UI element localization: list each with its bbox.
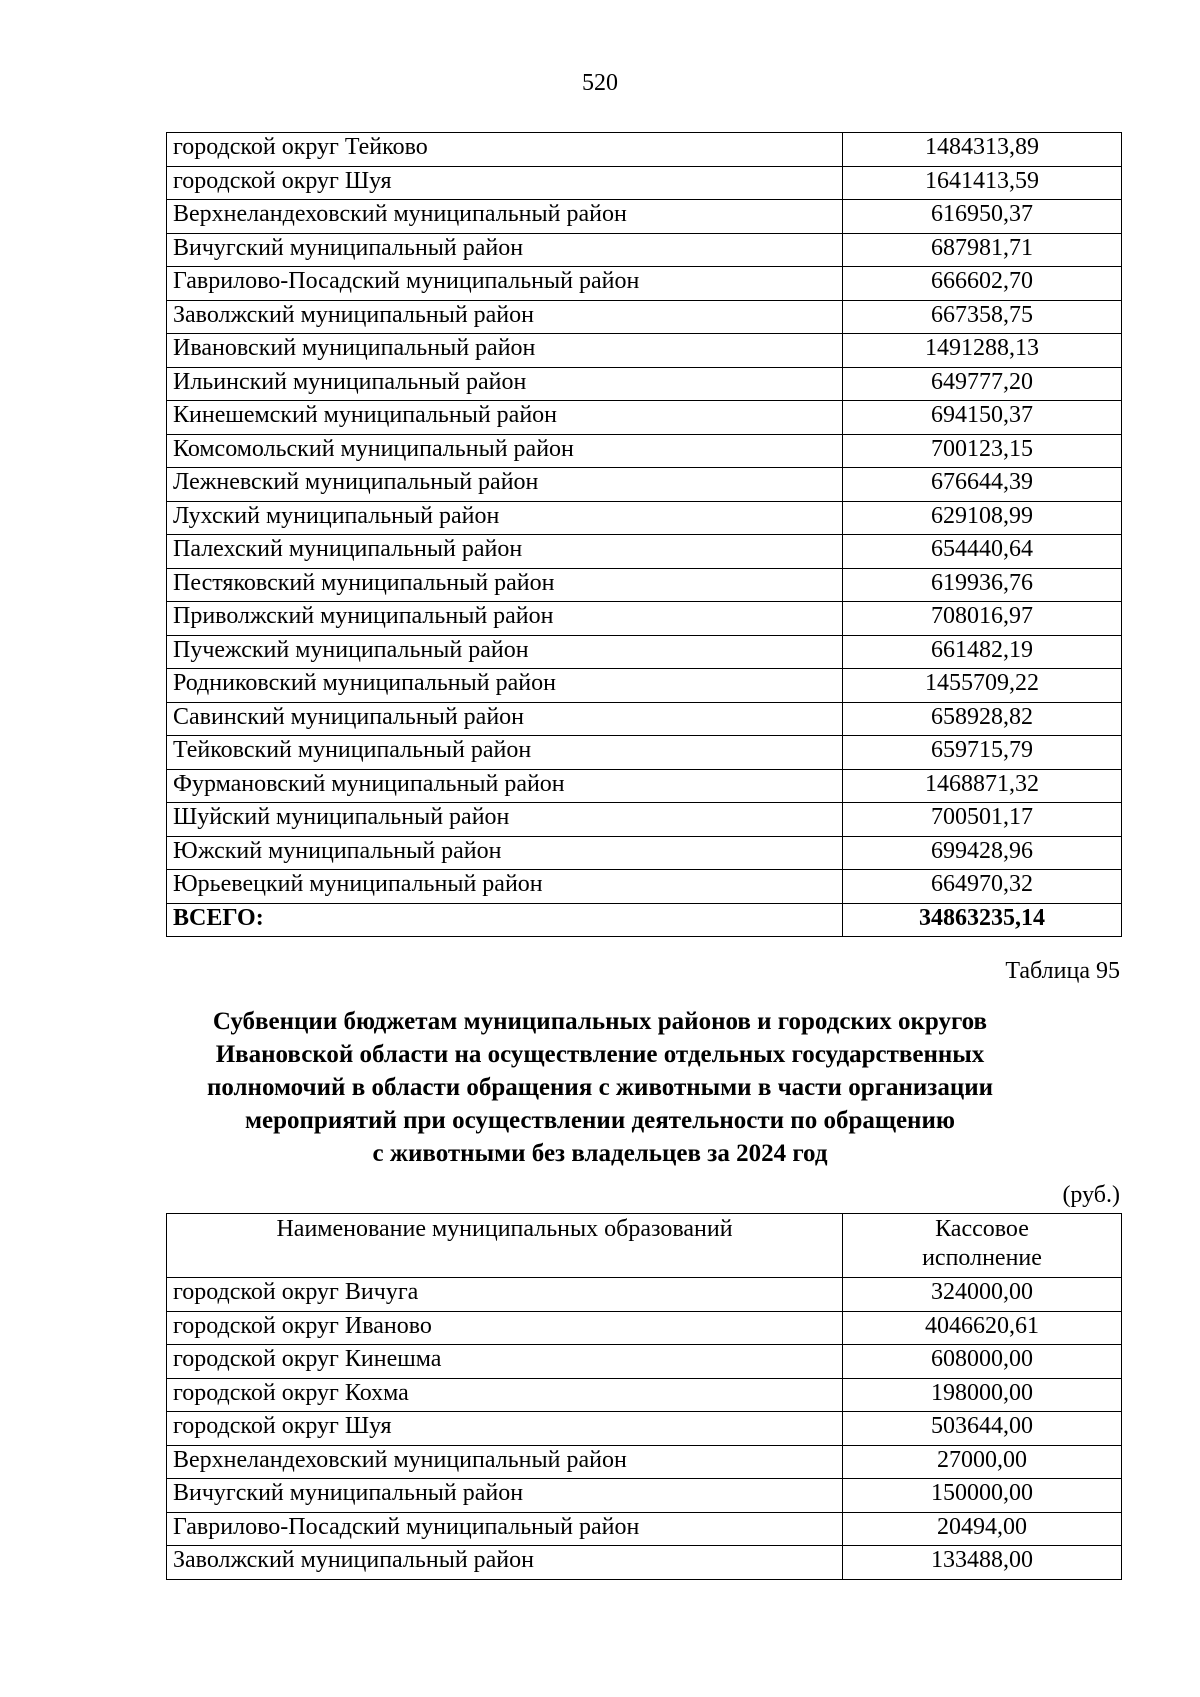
amount: 503644,00 xyxy=(843,1412,1122,1446)
municipality-name: Юрьевецкий муниципальный район xyxy=(167,870,843,904)
municipality-name: Ильинский муниципальный район xyxy=(167,367,843,401)
table-row xyxy=(167,1546,1122,1580)
table-title xyxy=(140,1005,1060,1170)
table-row xyxy=(167,568,1122,602)
municipality-name: Верхнеландеховский муниципальный район xyxy=(167,200,843,234)
municipality-name: Гаврилово-Посадский муниципальный район xyxy=(167,1512,843,1546)
table-row xyxy=(167,200,1122,234)
municipality-name: Гаврилово-Посадский муниципальный район xyxy=(167,267,843,301)
amount: 1484313,89 xyxy=(843,133,1122,167)
municipality-name: Пестяковский муниципальный район xyxy=(167,568,843,602)
municipality-name: Заволжский муниципальный район xyxy=(167,300,843,334)
units-label: (руб.) xyxy=(1062,1182,1120,1208)
amount: 619936,76 xyxy=(843,568,1122,602)
column-header-amount-line: исполнение xyxy=(922,1245,1042,1271)
municipality-name: Фурмановский муниципальный район xyxy=(167,769,843,803)
amount: 676644,39 xyxy=(843,468,1122,502)
table-row xyxy=(167,434,1122,468)
table-row xyxy=(167,367,1122,401)
table-row xyxy=(167,401,1122,435)
municipality-name: Комсомольский муниципальный район xyxy=(167,434,843,468)
table-row xyxy=(167,669,1122,703)
table-row xyxy=(167,267,1122,301)
municipality-name: городской округ Шуя xyxy=(167,1412,843,1446)
table-number-label: Таблица 95 xyxy=(1005,958,1120,984)
amount: 659715,79 xyxy=(843,736,1122,770)
table-row xyxy=(167,233,1122,267)
amount: 1455709,22 xyxy=(843,669,1122,703)
title-line: с животными без владельцев за 2024 год xyxy=(372,1140,828,1167)
amount: 661482,19 xyxy=(843,635,1122,669)
amount: 699428,96 xyxy=(843,836,1122,870)
table-row xyxy=(167,300,1122,334)
amount: 198000,00 xyxy=(843,1378,1122,1412)
table-row xyxy=(167,1311,1122,1345)
amount: 687981,71 xyxy=(843,233,1122,267)
subsidy-table-previous xyxy=(166,132,1122,937)
municipality-name: Ивановский муниципальный район xyxy=(167,334,843,368)
municipality-name: Южский муниципальный район xyxy=(167,836,843,870)
amount: 664970,32 xyxy=(843,870,1122,904)
amount: 666602,70 xyxy=(843,267,1122,301)
table-row xyxy=(167,334,1122,368)
total-label: ВСЕГО: xyxy=(167,903,843,937)
municipality-name: Вичугский муниципальный район xyxy=(167,233,843,267)
table-row xyxy=(167,1412,1122,1446)
municipality-name: Кинешемский муниципальный район xyxy=(167,401,843,435)
municipality-name: Пучежский муниципальный район xyxy=(167,635,843,669)
amount: 150000,00 xyxy=(843,1479,1122,1513)
table-header-row xyxy=(167,1214,1122,1278)
table-row xyxy=(167,602,1122,636)
amount: 1468871,32 xyxy=(843,769,1122,803)
table-row xyxy=(167,1512,1122,1546)
amount: 694150,37 xyxy=(843,401,1122,435)
table-row xyxy=(167,870,1122,904)
municipality-name: городской округ Иваново xyxy=(167,1311,843,1345)
municipality-name: Лежневский муниципальный район xyxy=(167,468,843,502)
municipality-name: Заволжский муниципальный район xyxy=(167,1546,843,1580)
table-row xyxy=(167,133,1122,167)
municipality-name: Родниковский муниципальный район xyxy=(167,669,843,703)
table-row xyxy=(167,769,1122,803)
amount: 649777,20 xyxy=(843,367,1122,401)
table-row xyxy=(167,1278,1122,1312)
title-line: мероприятий при осуществлении деятельности по обращению xyxy=(245,1107,955,1134)
amount: 133488,00 xyxy=(843,1546,1122,1580)
table-row xyxy=(167,468,1122,502)
table-row xyxy=(167,1479,1122,1513)
table-row xyxy=(167,1378,1122,1412)
table-row xyxy=(167,702,1122,736)
amount: 629108,99 xyxy=(843,501,1122,535)
amount: 324000,00 xyxy=(843,1278,1122,1312)
total-amount: 34863235,14 xyxy=(843,903,1122,937)
amount: 27000,00 xyxy=(843,1445,1122,1479)
amount: 1641413,59 xyxy=(843,166,1122,200)
amount: 708016,97 xyxy=(843,602,1122,636)
municipality-name: городской округ Кохма xyxy=(167,1378,843,1412)
table-row xyxy=(167,635,1122,669)
amount: 658928,82 xyxy=(843,702,1122,736)
municipality-name: Верхнеландеховский муниципальный район xyxy=(167,1445,843,1479)
municipality-name: Савинский муниципальный район xyxy=(167,702,843,736)
total-row xyxy=(167,903,1122,937)
column-header-amount xyxy=(843,1214,1122,1278)
amount: 4046620,61 xyxy=(843,1311,1122,1345)
municipality-name: городской округ Кинешма xyxy=(167,1345,843,1379)
table-row xyxy=(167,736,1122,770)
municipality-name: Вичугский муниципальный район xyxy=(167,1479,843,1513)
amount: 1491288,13 xyxy=(843,334,1122,368)
table-row xyxy=(167,501,1122,535)
table-row xyxy=(167,803,1122,837)
amount: 608000,00 xyxy=(843,1345,1122,1379)
subsidy-table-animals xyxy=(166,1213,1122,1580)
municipality-name: городской округ Шуя xyxy=(167,166,843,200)
table-row xyxy=(167,1445,1122,1479)
municipality-name: Тейковский муниципальный район xyxy=(167,736,843,770)
table-row xyxy=(167,1345,1122,1379)
title-line: Ивановской области на осуществление отдельных государственных xyxy=(215,1041,985,1068)
municipality-name: городской округ Тейково xyxy=(167,133,843,167)
column-header-amount-line: Кассовое xyxy=(935,1216,1029,1242)
amount: 700501,17 xyxy=(843,803,1122,837)
table-row xyxy=(167,836,1122,870)
table-row xyxy=(167,535,1122,569)
amount: 654440,64 xyxy=(843,535,1122,569)
municipality-name: Приволжский муниципальный район xyxy=(167,602,843,636)
title-line: полномочий в области обращения с животными в части организации xyxy=(206,1074,994,1101)
table-row xyxy=(167,166,1122,200)
page-number: 520 xyxy=(582,70,618,96)
amount: 20494,00 xyxy=(843,1512,1122,1546)
column-header-name: Наименование муниципальных образований xyxy=(167,1214,843,1278)
amount: 700123,15 xyxy=(843,434,1122,468)
amount: 667358,75 xyxy=(843,300,1122,334)
municipality-name: Шуйский муниципальный район xyxy=(167,803,843,837)
amount: 616950,37 xyxy=(843,200,1122,234)
title-line: Субвенции бюджетам муниципальных районов и городских округов xyxy=(212,1008,988,1035)
municipality-name: Лухский муниципальный район xyxy=(167,501,843,535)
municipality-name: Палехский муниципальный район xyxy=(167,535,843,569)
municipality-name: городской округ Вичуга xyxy=(167,1278,843,1312)
